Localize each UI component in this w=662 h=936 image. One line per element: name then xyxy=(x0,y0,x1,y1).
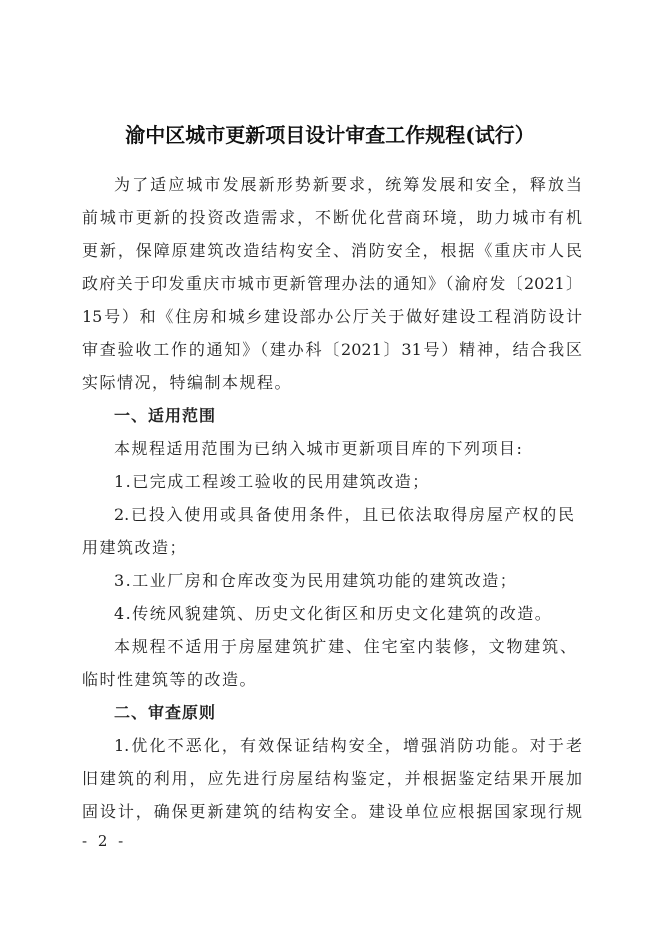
paragraph-line: 旧建筑的利用，应先进行房屋结构鉴定，并根据鉴定结果开展加 xyxy=(82,769,582,788)
paragraph-line: 固设计，确保更新建筑的结构安全。建设单位应根据国家现行规 xyxy=(82,802,582,821)
paragraph-line: 本规程适用范围为已纳入城市更新项目库的下列项目: xyxy=(114,439,524,458)
paragraph-line: 审查验收工作的通知》（建办科〔2021〕31号）精神，结合我区 xyxy=(82,340,582,359)
paragraph-line: 实际情况，特编制本规程。 xyxy=(82,373,293,392)
paragraph-line: 15号）和《住房和城乡建设部办公厅关于做好建设工程消防设计 xyxy=(82,307,582,326)
paragraph-line: 临时性建筑等的改造。 xyxy=(82,670,258,689)
list-item: 用建筑改造； xyxy=(82,538,188,557)
paragraph-line: 1.优化不恶化，有效保证结构安全，增强消防功能。对于老 xyxy=(114,736,582,755)
section-heading: 二、审查原则 xyxy=(114,703,217,722)
paragraph-line: 为了适应城市发展新形势新要求，统筹发展和安全，释放当 xyxy=(114,175,582,194)
list-item: 1.已完成工程竣工验收的民用建筑改造； xyxy=(114,472,430,491)
list-item: 2.已投入使用或具备使用条件，且已依法取得房屋产权的民 xyxy=(114,505,574,524)
list-item: 3.工业厂房和仓库改变为民用建筑功能的建筑改造； xyxy=(114,571,518,590)
paragraph-line: 政府关于印发重庆市城市更新管理办法的通知》（渝府发〔2021〕 xyxy=(82,274,582,293)
section-heading: 一、适用范围 xyxy=(114,406,217,425)
paragraph-line: 本规程不适用于房屋建筑扩建、住宅室内装修，文物建筑、 xyxy=(114,637,576,656)
paragraph-line: 更新，保障原建筑改造结构安全、消防安全，根据《重庆市人民 xyxy=(82,241,582,260)
document-title: 渝中区城市更新项目设计审查工作规程(试行） xyxy=(125,123,535,147)
paragraph-line: 前城市更新的投资改造需求，不断优化营商环境，助力城市有机 xyxy=(82,208,582,227)
list-item: 4.传统风貌建筑、历史文化街区和历史文化建筑的改造。 xyxy=(114,604,553,623)
page-number: - 2 - xyxy=(82,832,127,850)
